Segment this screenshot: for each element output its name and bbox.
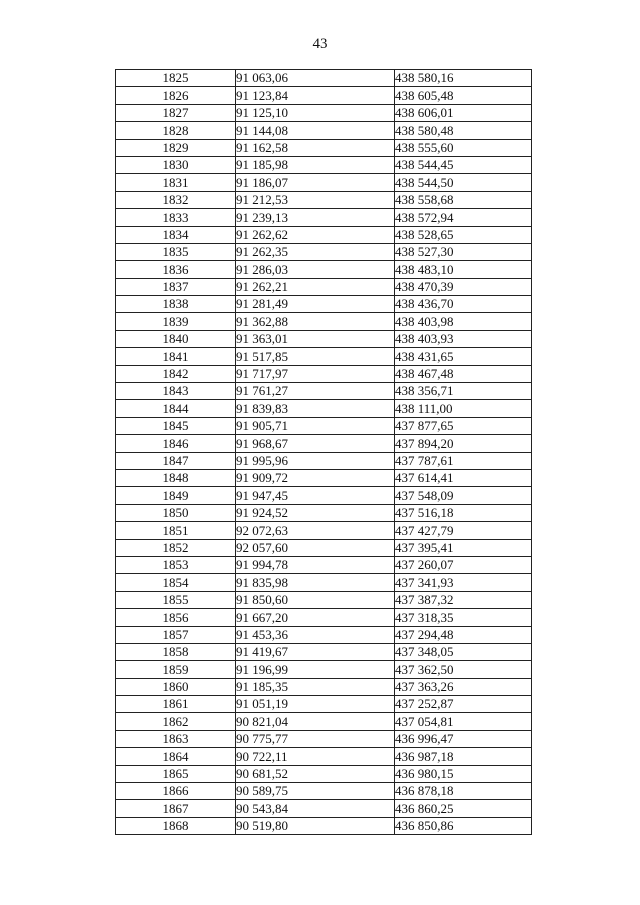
- table-row: [116, 348, 532, 365]
- x-coordinate-cell: 91 667,20: [236, 609, 395, 626]
- point-number-cell: 1839: [116, 313, 236, 330]
- table-row: [116, 209, 532, 226]
- table-row: [116, 748, 532, 765]
- point-number-cell: 1840: [116, 330, 236, 347]
- table-row: [116, 400, 532, 417]
- table-row: [116, 139, 532, 156]
- x-coordinate-cell: 90 519,80: [236, 817, 395, 834]
- y-coordinate-cell: 437 427,79: [395, 522, 532, 539]
- point-number-cell: 1849: [116, 487, 236, 504]
- table-row: [116, 643, 532, 660]
- y-coordinate-cell: 436 987,18: [395, 748, 532, 765]
- point-number-cell: 1826: [116, 87, 236, 104]
- table-row: [116, 417, 532, 434]
- table-row: [116, 730, 532, 747]
- point-number-cell: 1868: [116, 817, 236, 834]
- x-coordinate-cell: 90 722,11: [236, 748, 395, 765]
- y-coordinate-cell: 438 580,48: [395, 122, 532, 139]
- x-coordinate-cell: 91 051,19: [236, 696, 395, 713]
- table-row: [116, 278, 532, 295]
- table-row: [116, 191, 532, 208]
- x-coordinate-cell: 90 775,77: [236, 730, 395, 747]
- table-row: [116, 261, 532, 278]
- y-coordinate-cell: 436 996,47: [395, 730, 532, 747]
- table-row: [116, 556, 532, 573]
- x-coordinate-cell: 90 589,75: [236, 783, 395, 800]
- coordinates-table: [115, 69, 532, 835]
- table-row: [116, 591, 532, 608]
- point-number-cell: 1861: [116, 696, 236, 713]
- table-row: [116, 539, 532, 556]
- y-coordinate-cell: 437 516,18: [395, 504, 532, 521]
- x-coordinate-cell: 91 262,62: [236, 226, 395, 243]
- x-coordinate-cell: 91 909,72: [236, 469, 395, 486]
- x-coordinate-cell: 91 239,13: [236, 209, 395, 226]
- y-coordinate-cell: 437 362,50: [395, 661, 532, 678]
- point-number-cell: 1841: [116, 348, 236, 365]
- point-number-cell: 1837: [116, 278, 236, 295]
- point-number-cell: 1831: [116, 174, 236, 191]
- table-row: [116, 626, 532, 643]
- y-coordinate-cell: 438 555,60: [395, 139, 532, 156]
- point-number-cell: 1864: [116, 748, 236, 765]
- x-coordinate-cell: 91 262,35: [236, 243, 395, 260]
- table-row: [116, 104, 532, 121]
- x-coordinate-cell: 91 995,96: [236, 452, 395, 469]
- y-coordinate-cell: 437 877,65: [395, 417, 532, 434]
- x-coordinate-cell: 91 839,83: [236, 400, 395, 417]
- x-coordinate-cell: 91 968,67: [236, 435, 395, 452]
- table-row: [116, 800, 532, 817]
- table-row: [116, 452, 532, 469]
- y-coordinate-cell: 438 111,00: [395, 400, 532, 417]
- y-coordinate-cell: 438 483,10: [395, 261, 532, 278]
- y-coordinate-cell: 437 548,09: [395, 487, 532, 504]
- x-coordinate-cell: 91 162,58: [236, 139, 395, 156]
- x-coordinate-cell: 91 419,67: [236, 643, 395, 660]
- table-row: [116, 783, 532, 800]
- point-number-cell: 1843: [116, 383, 236, 400]
- table-row: [116, 435, 532, 452]
- x-coordinate-cell: 91 947,45: [236, 487, 395, 504]
- y-coordinate-cell: 437 614,41: [395, 469, 532, 486]
- coordinates-table-body: [116, 70, 532, 835]
- table-row: [116, 609, 532, 626]
- point-number-cell: 1833: [116, 209, 236, 226]
- x-coordinate-cell: 91 262,21: [236, 278, 395, 295]
- y-coordinate-cell: 438 606,01: [395, 104, 532, 121]
- point-number-cell: 1836: [116, 261, 236, 278]
- y-coordinate-cell: 438 544,45: [395, 156, 532, 173]
- point-number-cell: 1828: [116, 122, 236, 139]
- y-coordinate-cell: 437 294,48: [395, 626, 532, 643]
- y-coordinate-cell: 437 363,26: [395, 678, 532, 695]
- table-row: [116, 313, 532, 330]
- point-number-cell: 1827: [116, 104, 236, 121]
- page-number: 43: [312, 36, 328, 52]
- table-row: [116, 87, 532, 104]
- point-number-cell: 1842: [116, 365, 236, 382]
- x-coordinate-cell: 91 281,49: [236, 296, 395, 313]
- table-row: [116, 713, 532, 730]
- y-coordinate-cell: 437 894,20: [395, 435, 532, 452]
- x-coordinate-cell: 91 850,60: [236, 591, 395, 608]
- y-coordinate-cell: 438 528,65: [395, 226, 532, 243]
- point-number-cell: 1855: [116, 591, 236, 608]
- x-coordinate-cell: 91 517,85: [236, 348, 395, 365]
- x-coordinate-cell: 92 072,63: [236, 522, 395, 539]
- point-number-cell: 1846: [116, 435, 236, 452]
- table-row: [116, 226, 532, 243]
- x-coordinate-cell: 91 212,53: [236, 191, 395, 208]
- y-coordinate-cell: 438 467,48: [395, 365, 532, 382]
- point-number-cell: 1838: [116, 296, 236, 313]
- point-number-cell: 1854: [116, 574, 236, 591]
- table-row: [116, 70, 532, 87]
- point-number-cell: 1845: [116, 417, 236, 434]
- point-number-cell: 1835: [116, 243, 236, 260]
- y-coordinate-cell: 437 348,05: [395, 643, 532, 660]
- table-row: [116, 661, 532, 678]
- point-number-cell: 1832: [116, 191, 236, 208]
- point-number-cell: 1853: [116, 556, 236, 573]
- x-coordinate-cell: 90 543,84: [236, 800, 395, 817]
- table-row: [116, 765, 532, 782]
- x-coordinate-cell: 91 144,08: [236, 122, 395, 139]
- x-coordinate-cell: 91 717,97: [236, 365, 395, 382]
- y-coordinate-cell: 437 395,41: [395, 539, 532, 556]
- point-number-cell: 1829: [116, 139, 236, 156]
- x-coordinate-cell: 91 186,07: [236, 174, 395, 191]
- x-coordinate-cell: 91 286,03: [236, 261, 395, 278]
- y-coordinate-cell: 438 356,71: [395, 383, 532, 400]
- y-coordinate-cell: 437 252,87: [395, 696, 532, 713]
- y-coordinate-cell: 438 403,98: [395, 313, 532, 330]
- x-coordinate-cell: 91 063,06: [236, 70, 395, 87]
- y-coordinate-cell: 436 878,18: [395, 783, 532, 800]
- point-number-cell: 1857: [116, 626, 236, 643]
- point-number-cell: 1844: [116, 400, 236, 417]
- point-number-cell: 1862: [116, 713, 236, 730]
- y-coordinate-cell: 436 860,25: [395, 800, 532, 817]
- table-row: [116, 469, 532, 486]
- point-number-cell: 1825: [116, 70, 236, 87]
- point-number-cell: 1856: [116, 609, 236, 626]
- x-coordinate-cell: 91 994,78: [236, 556, 395, 573]
- point-number-cell: 1834: [116, 226, 236, 243]
- y-coordinate-cell: 438 572,94: [395, 209, 532, 226]
- point-number-cell: 1858: [116, 643, 236, 660]
- x-coordinate-cell: 91 453,36: [236, 626, 395, 643]
- x-coordinate-cell: 91 123,84: [236, 87, 395, 104]
- table-row: [116, 296, 532, 313]
- x-coordinate-cell: 91 835,98: [236, 574, 395, 591]
- y-coordinate-cell: 437 318,35: [395, 609, 532, 626]
- table-row: [116, 574, 532, 591]
- point-number-cell: 1865: [116, 765, 236, 782]
- table-row: [116, 522, 532, 539]
- point-number-cell: 1848: [116, 469, 236, 486]
- y-coordinate-cell: 438 580,16: [395, 70, 532, 87]
- point-number-cell: 1859: [116, 661, 236, 678]
- y-coordinate-cell: 437 387,32: [395, 591, 532, 608]
- point-number-cell: 1867: [116, 800, 236, 817]
- y-coordinate-cell: 437 787,61: [395, 452, 532, 469]
- x-coordinate-cell: 91 905,71: [236, 417, 395, 434]
- table-row: [116, 487, 532, 504]
- x-coordinate-cell: 91 924,52: [236, 504, 395, 521]
- x-coordinate-cell: 91 363,01: [236, 330, 395, 347]
- x-coordinate-cell: 92 057,60: [236, 539, 395, 556]
- table-row: [116, 817, 532, 834]
- x-coordinate-cell: 91 362,88: [236, 313, 395, 330]
- point-number-cell: 1860: [116, 678, 236, 695]
- x-coordinate-cell: 91 761,27: [236, 383, 395, 400]
- table-row: [116, 243, 532, 260]
- y-coordinate-cell: 438 558,68: [395, 191, 532, 208]
- table-row: [116, 678, 532, 695]
- y-coordinate-cell: 437 260,07: [395, 556, 532, 573]
- y-coordinate-cell: 438 431,65: [395, 348, 532, 365]
- table-row: [116, 156, 532, 173]
- y-coordinate-cell: 437 054,81: [395, 713, 532, 730]
- point-number-cell: 1850: [116, 504, 236, 521]
- x-coordinate-cell: 90 681,52: [236, 765, 395, 782]
- table-row: [116, 365, 532, 382]
- table-row: [116, 330, 532, 347]
- table-row: [116, 122, 532, 139]
- x-coordinate-cell: 91 185,35: [236, 678, 395, 695]
- y-coordinate-cell: 438 544,50: [395, 174, 532, 191]
- table-row: [116, 504, 532, 521]
- x-coordinate-cell: 91 125,10: [236, 104, 395, 121]
- x-coordinate-cell: 91 196,99: [236, 661, 395, 678]
- point-number-cell: 1863: [116, 730, 236, 747]
- point-number-cell: 1866: [116, 783, 236, 800]
- point-number-cell: 1851: [116, 522, 236, 539]
- table-row: [116, 383, 532, 400]
- point-number-cell: 1852: [116, 539, 236, 556]
- table-row: [116, 696, 532, 713]
- y-coordinate-cell: 438 403,93: [395, 330, 532, 347]
- y-coordinate-cell: 438 436,70: [395, 296, 532, 313]
- point-number-cell: 1830: [116, 156, 236, 173]
- y-coordinate-cell: 436 850,86: [395, 817, 532, 834]
- x-coordinate-cell: 91 185,98: [236, 156, 395, 173]
- x-coordinate-cell: 90 821,04: [236, 713, 395, 730]
- table-row: [116, 174, 532, 191]
- y-coordinate-cell: 438 527,30: [395, 243, 532, 260]
- point-number-cell: 1847: [116, 452, 236, 469]
- y-coordinate-cell: 436 980,15: [395, 765, 532, 782]
- y-coordinate-cell: 438 470,39: [395, 278, 532, 295]
- y-coordinate-cell: 437 341,93: [395, 574, 532, 591]
- y-coordinate-cell: 438 605,48: [395, 87, 532, 104]
